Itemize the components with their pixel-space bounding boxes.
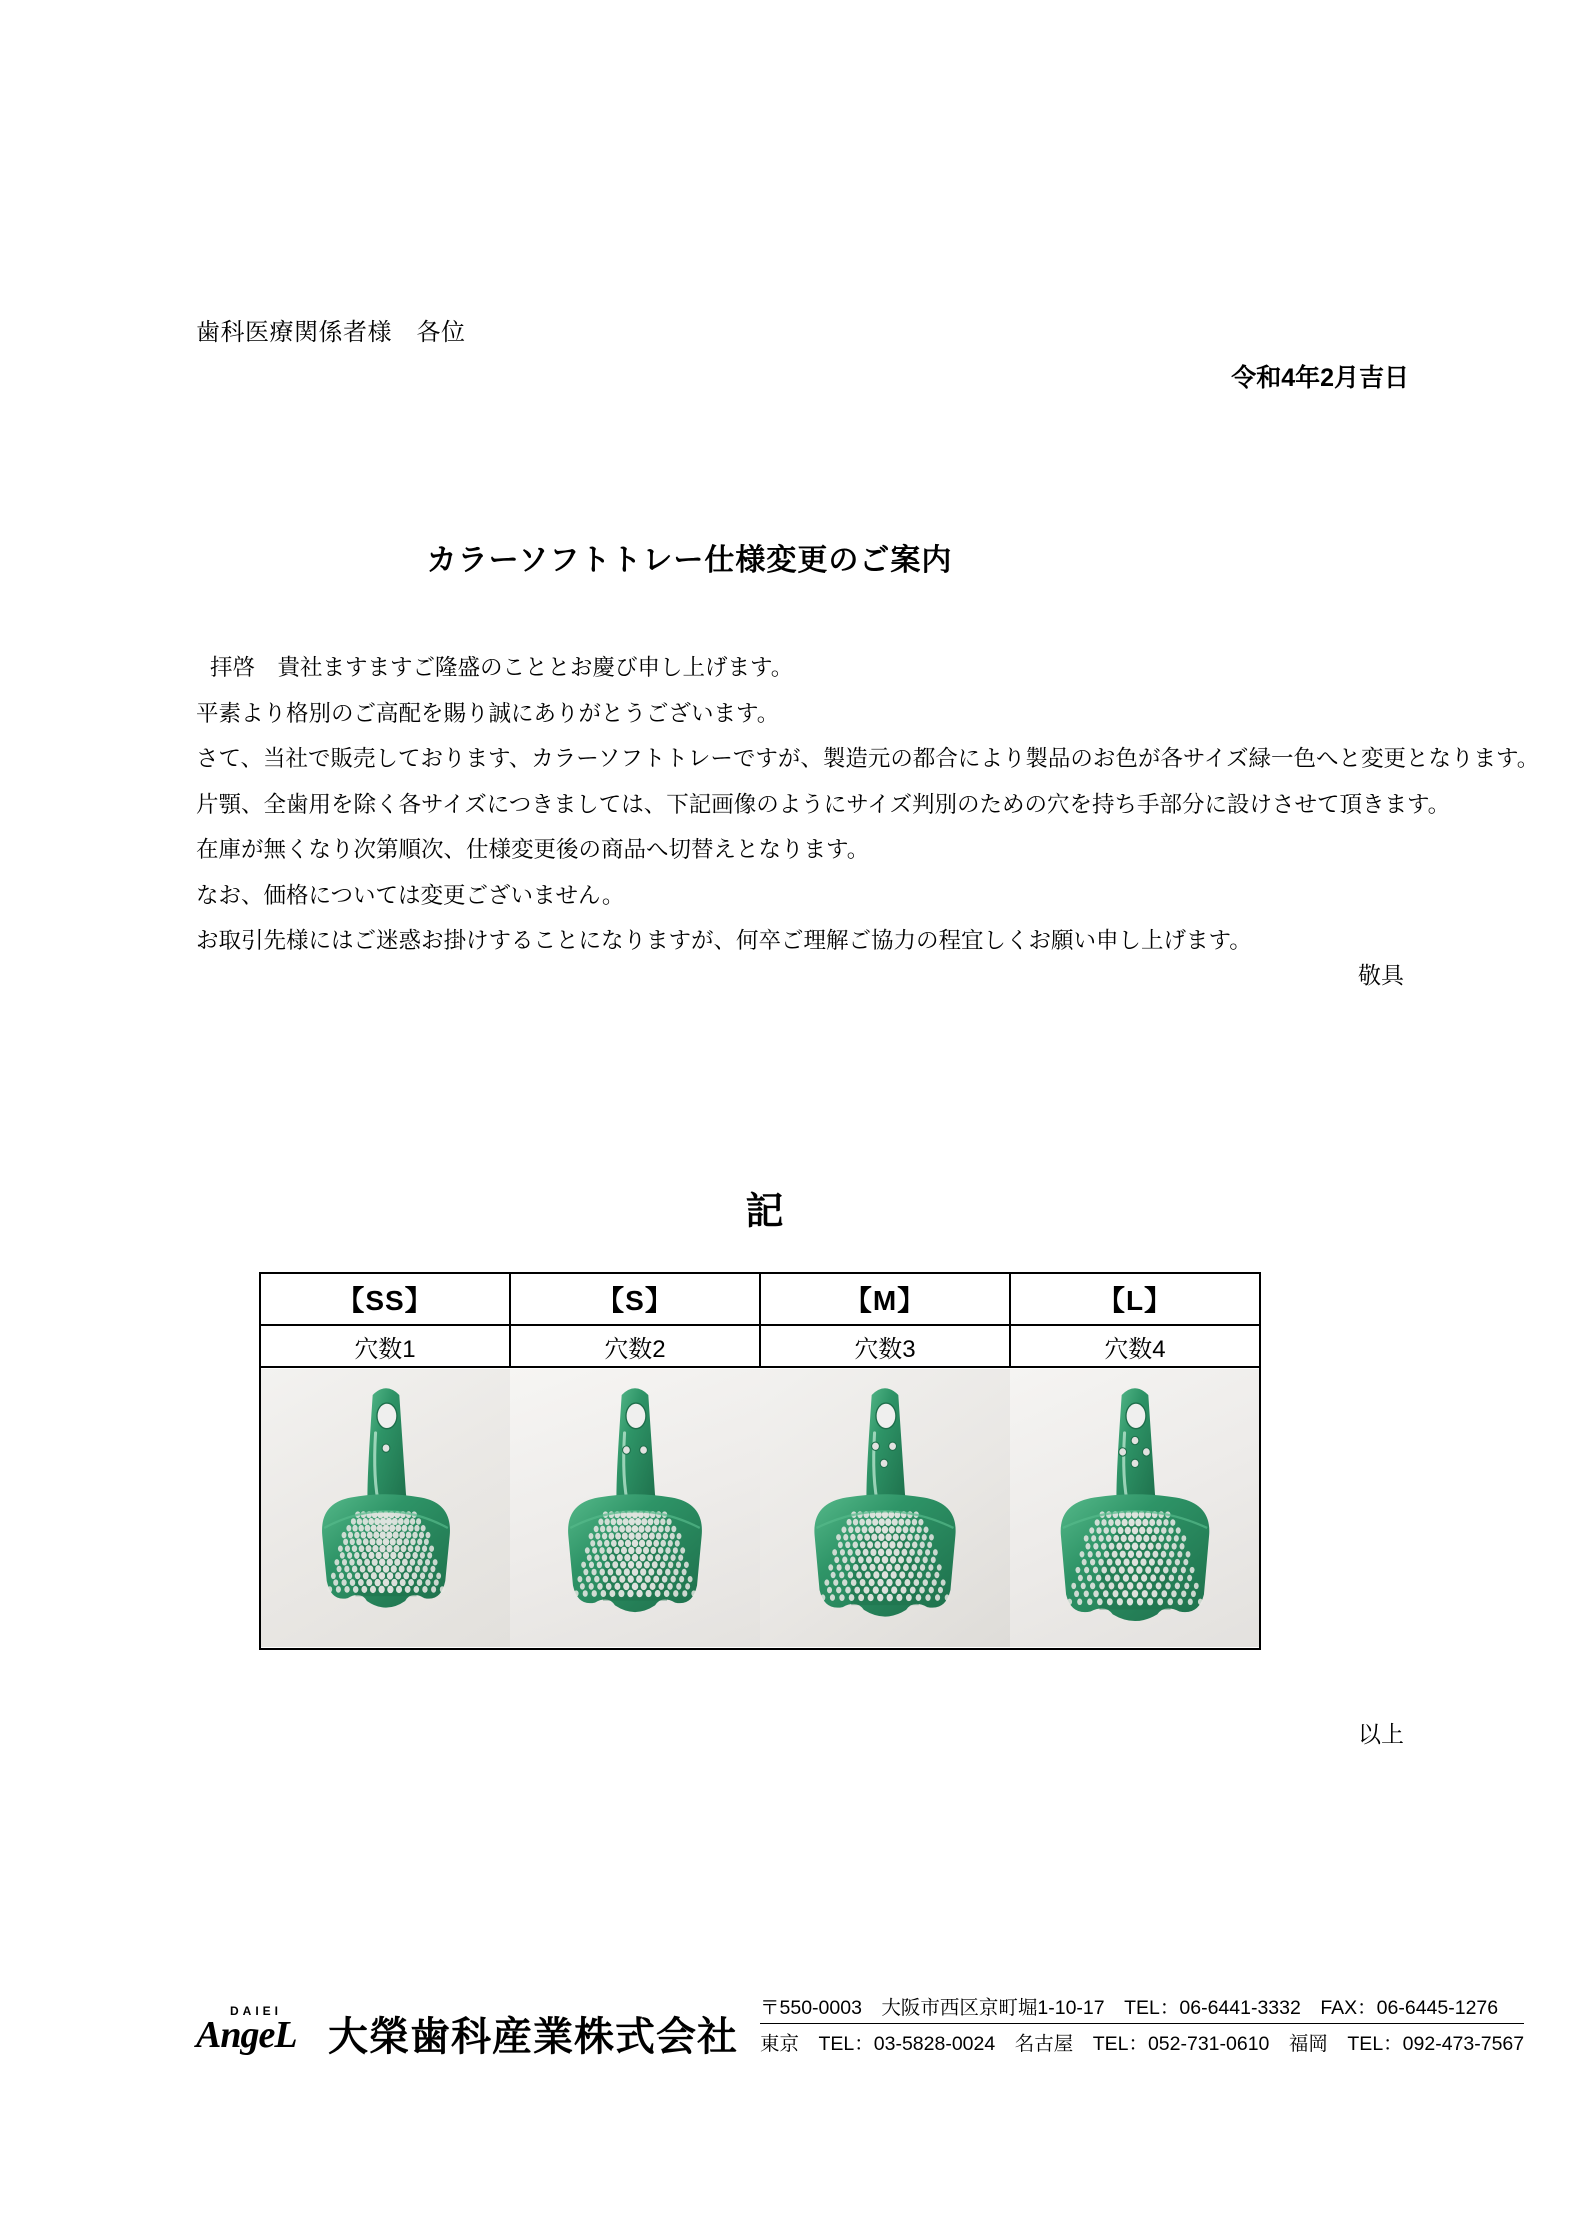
hole-count-cell-s: 穴数2 (510, 1325, 760, 1367)
handle-thumb-hole (1125, 1403, 1145, 1429)
logo-daiei-text: DAIEI (230, 2004, 283, 2018)
angel-logo-icon (196, 2003, 318, 2059)
contact-info (760, 1992, 1524, 2059)
body-paragraph: 平素より格別のご高配を賜り誠にありがとうございます。 (196, 700, 780, 726)
tray-photo-cell-s (510, 1367, 760, 1649)
size-id-hole-1 (623, 1446, 631, 1454)
size-id-hole-3 (880, 1459, 888, 1467)
body-paragraph: なお、価格については変更ございません。 (196, 882, 625, 908)
tray-photo-s (540, 1369, 730, 1647)
tray-size-table (259, 1272, 1261, 1650)
table-row-hole-counts (260, 1325, 1260, 1367)
document-title: カラーソフトトレー仕様変更のご案内 (426, 544, 953, 577)
table-row-sizes (260, 1273, 1260, 1325)
body-paragraph: 在庫が無くなり次第順次、仕様変更後の商品へ切替えとなります。 (196, 837, 870, 863)
notice-heading: 記 (745, 1191, 784, 1233)
tray-photo-cell-l (1010, 1367, 1260, 1649)
handle-thumb-hole (376, 1403, 396, 1429)
size-cell-l: 【L】 (1010, 1273, 1260, 1325)
branch-offices: 東京 TEL：03-5828-0024 名古屋 TEL：052-731-0610 福岡 TEL：092-473-7567 (760, 2033, 1525, 2055)
closing-salutation: 敬具 (1358, 962, 1404, 988)
hole-count-cell-m: 穴数3 (760, 1325, 1010, 1367)
size-cell-ss: 【SS】 (260, 1273, 510, 1325)
body-paragraph: 片顎、全歯用を除く各サイズにつきましては、下記画像のようにサイズ判別のための穴を持ち手部分に設けさせて頂きます。 (196, 791, 1451, 817)
end-mark: 以上 (1358, 1721, 1404, 1747)
body-paragraph: さて、当社で販売しております、カラーソフトトレーですが、製造元の都合により製品のお色が各サイズ緑一色へと変更となります。 (196, 746, 1540, 772)
company-logo (196, 2003, 738, 2059)
hole-count-cell-l: 穴数4 (1010, 1325, 1260, 1367)
handle-thumb-hole (876, 1403, 896, 1429)
body-paragraph: 拝啓 貴社ますますご隆盛のこととお慶び申し上げます。 (210, 655, 794, 680)
size-id-hole-1 (872, 1442, 880, 1450)
tray-photo-ss (291, 1369, 481, 1647)
hole-count-cell-ss: 穴数1 (260, 1325, 510, 1367)
head-office-address: 〒550-0003 大阪市西区京町堀1-10-17 TEL：06-6441-3332 FAX：06-6445-1276 (760, 1992, 1524, 2024)
size-id-hole-3 (1142, 1448, 1150, 1456)
addressee-line: 歯科医療関係者様 各位 (196, 319, 466, 346)
table-row-photos (260, 1367, 1260, 1649)
body-paragraph: お取引先様にはご迷惑お掛けすることになりますが、何卒ご理解ご協力の程宜しくお願い申し上げます。 (196, 928, 1252, 954)
size-id-hole-4 (1131, 1459, 1139, 1467)
tray-photo-cell-m (760, 1367, 1010, 1649)
tray-photo-l (1040, 1369, 1230, 1647)
handle-thumb-hole (626, 1403, 646, 1429)
tray-photo-m (790, 1369, 980, 1647)
size-id-hole-2 (640, 1446, 648, 1454)
size-id-hole-2 (1118, 1448, 1126, 1456)
logo-angel-text: AngeL (196, 2014, 297, 2056)
size-cell-m: 【M】 (760, 1273, 1010, 1325)
document-footer (196, 1992, 1525, 2059)
size-id-hole-1 (1131, 1436, 1139, 1444)
company-name: 大榮歯科産業株式会社 (328, 2015, 738, 2059)
size-cell-s: 【S】 (510, 1273, 760, 1325)
letter-body (196, 655, 1540, 974)
size-id-hole-1 (382, 1444, 390, 1452)
tray-photo-cell-ss (260, 1367, 510, 1649)
document-date: 令和4年2月吉日 (1231, 364, 1409, 392)
size-id-hole-2 (889, 1442, 897, 1450)
